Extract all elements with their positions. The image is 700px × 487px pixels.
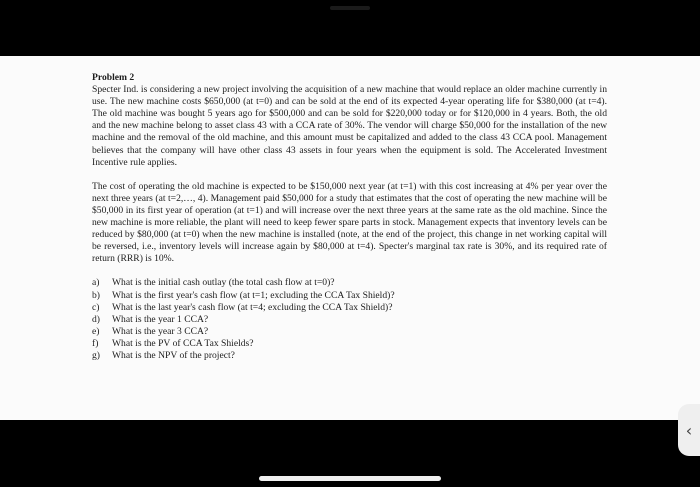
question-letter: b)	[92, 289, 100, 301]
question-item	[92, 314, 607, 326]
question-item	[92, 326, 607, 338]
question-letter: g)	[92, 349, 100, 361]
top-black-bar	[0, 0, 700, 56]
problem-content	[92, 72, 607, 362]
question-text: What is the first year's cash flow (at t=1; excluding the CCA Tax Shield)?	[112, 289, 395, 301]
question-letter: d)	[92, 313, 100, 325]
question-text: What is the NPV of the project?	[112, 349, 235, 361]
side-drawer-tab[interactable]	[678, 404, 700, 456]
question-letter: e)	[92, 325, 100, 337]
problem-paragraph-1: Specter Ind. is considering a new project involving the acquisition of a new machine that would replace an older machine currently in use. The new machine costs $650,000 (at t=0) and can be sold at the end of its expected 4-year operating life for $380,000 (at t=4). The old machine was bought 5 years ago for $500,000 and can be sold for $220,000 today or for $120,000 in 4 years. Both, the old and the new machine belong to asset class 43 with a CCA rate of 30%. The vendor will charge $50,000 for the installation of the new machine and the removal of the old machine, and this amount must be capitalized and added to the class 43 CCA pool. Management believes that the company will have other class 43 assets in four years when the equipment is sold. The Accelerated Investment Incentive rule applies.	[92, 84, 607, 168]
question-letter: f)	[92, 337, 99, 349]
question-item	[92, 302, 607, 314]
question-text: What is the initial cash outlay (the total cash flow at t=0)?	[112, 277, 335, 289]
question-letter: c)	[92, 301, 100, 313]
question-item	[92, 277, 607, 289]
question-text: What is the year 3 CCA?	[112, 325, 209, 337]
problem-title: Problem 2	[92, 72, 135, 83]
question-list	[92, 277, 607, 362]
home-indicator[interactable]	[259, 476, 441, 481]
chevron-left-icon: ‹	[685, 420, 693, 440]
drag-handle	[330, 6, 370, 10]
question-item	[92, 350, 607, 362]
problem-paragraph-2: The cost of operating the old machine is expected to be $150,000 next year (at t=1) with this cost increasing at 4% per year over the next three years (at t=2,…, 4). Management paid $50,000 for a study that estimates that the cost of operating the new machine will be $50,000 in its first year of operation (at t=1) and will increase over the next three years at the same rate as the old machine. Since the new machine is more reliable, the plant will need to keep fewer spare parts in stock. Management expects that inventory levels can be reduced by $80,000 (at t=0) when the new machine is installed (note, at the end of the project, this change in net working capital will be reversed, i.e., inventory levels will increase again by $80,000 at t=4). Specter's marginal tax rate is 30%, and its required rate of return (RRR) is 10%.	[92, 180, 607, 265]
question-text: What is the year 1 CCA?	[112, 313, 209, 325]
question-letter: a)	[92, 277, 100, 289]
question-item	[92, 338, 607, 350]
question-item	[92, 290, 607, 302]
question-text: What is the PV of CCA Tax Shields?	[112, 337, 254, 349]
question-text: What is the last year's cash flow (at t=4; excluding the CCA Tax Shield)?	[112, 301, 393, 313]
document-page	[0, 56, 700, 420]
